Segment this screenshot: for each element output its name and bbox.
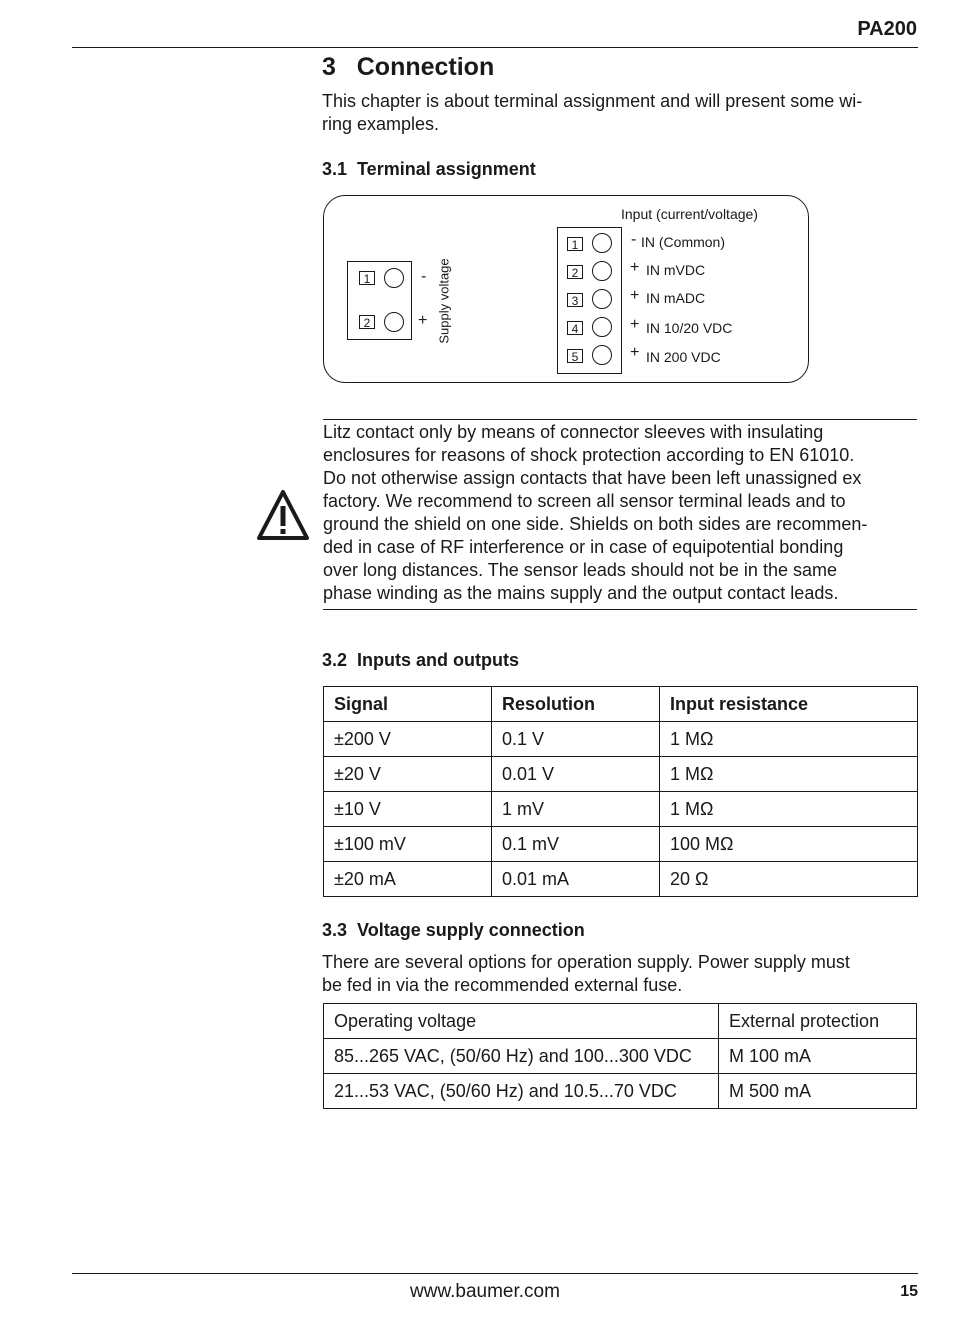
table-row [324,1074,917,1109]
terminal-number: 5 [567,349,583,363]
polarity-sign: + [630,316,640,333]
table-cell: 85...265 VAC, (50/60 Hz) and 100...300 VDC [324,1039,719,1074]
text-line: enclosures for reasons of shock protection according to EN 61010. [323,445,855,465]
warning-top-rule [323,419,917,420]
terminal-label: IN mADC [646,290,706,306]
text-line: be fed in via the recommended external fuse. [322,975,683,995]
warning-text [323,421,923,605]
input-block-label: Input (current/voltage) [621,206,758,222]
terminal-label: IN 200 VDC [646,349,721,365]
text-line: Do not otherwise assign contacts that have been left unassigned ex [323,468,862,488]
warning-bottom-rule [323,609,917,610]
polarity-sign: - [631,231,637,248]
table-cell: ±100 mV [324,827,492,862]
footer-url: www.baumer.com [410,1281,560,1302]
terminal-screw [592,317,612,337]
header-rule [72,47,918,48]
table-row [324,827,918,862]
terminal-number: 2 [567,265,583,279]
terminal-screw [592,233,612,253]
polarity-sign: + [630,344,640,361]
terminal-screw [384,312,404,332]
table-cell: 20 Ω [660,862,918,897]
terminal-number: 2 [359,315,375,329]
section-title: 3.2 Inputs and outputs [322,650,519,670]
polarity-sign: + [418,312,428,329]
inputs-outputs-table [323,686,918,897]
table-cell: ±200 V [324,722,492,757]
terminal-screw [592,261,612,281]
page-number: 15 [900,1283,918,1300]
table-cell: 1 MΩ [660,722,918,757]
table-cell: 1 MΩ [660,792,918,827]
table-cell: M 500 mA [719,1074,917,1109]
table-header-row [324,687,918,722]
section-title: 3.1 Terminal assignment [322,159,536,179]
table-row [324,862,918,897]
supply-voltage-label: Supply voltage [436,258,452,344]
section-title: 3.3 Voltage supply connection [322,920,585,940]
text-line: factory. We recommend to screen all sensor terminal leads and to [323,491,846,511]
terminal-number: 4 [567,321,583,335]
table-cell: 0.1 mV [492,827,660,862]
terminal-screw [592,345,612,365]
text-line: There are several options for operation supply. Power supply must [322,952,850,972]
text-line: Litz contact only by means of connector sleeves with insulating [323,422,824,442]
table-cell: 1 mV [492,792,660,827]
chapter-title: 3 Connection [322,53,495,81]
terminal-number: 1 [359,271,375,285]
table-row [324,792,918,827]
header-product: PA200 [857,18,917,40]
chapter-intro [322,90,922,136]
terminal-number: 3 [567,293,583,307]
section-intro [322,951,922,997]
text-line: over long distances. The sensor leads should not be in the same [323,560,837,580]
text-line: ground the shield on one side. Shields on both sides are recommen- [323,514,868,534]
table-cell: 100 MΩ [660,827,918,862]
text-line: phase winding as the mains supply and the output contact leads. [323,583,839,603]
terminal-label: IN (Common) [641,234,726,250]
text-line: ded in case of RF interference or in case of equipotential bonding [323,537,844,557]
column-header: Resolution [492,687,660,722]
polarity-sign: + [630,287,640,304]
terminal-screw [384,268,404,288]
table-cell: ±20 mA [324,862,492,897]
table-cell: 0.1 V [492,722,660,757]
table-cell: M 100 mA [719,1039,917,1074]
column-header: Input resistance [660,687,918,722]
text-line: ring examples. [322,114,440,134]
table-cell: ±20 V [324,757,492,792]
table-row [324,757,918,792]
terminal-label: IN mVDC [646,262,706,278]
text-line: This chapter is about terminal assignment and will present some wi- [322,91,863,111]
terminal-number: 1 [567,237,583,251]
table-cell: 0.01 V [492,757,660,792]
table-header-row [324,1004,917,1039]
column-header: Operating voltage [324,1004,719,1039]
voltage-supply-table [323,1003,917,1109]
table-row [324,722,918,757]
table-cell: ±10 V [324,792,492,827]
terminal-screw [592,289,612,309]
warning-triangle-icon [256,488,310,542]
polarity-sign: - [421,268,427,285]
column-header: Signal [324,687,492,722]
table-cell: 1 MΩ [660,757,918,792]
table-cell: 0.01 mA [492,862,660,897]
terminal-label: IN 10/20 VDC [646,320,733,336]
column-header: External protection [719,1004,917,1039]
footer-rule [72,1273,918,1274]
table-cell: 21...53 VAC, (50/60 Hz) and 10.5...70 VDC [324,1074,719,1109]
polarity-sign: + [630,259,640,276]
table-row [324,1039,917,1074]
